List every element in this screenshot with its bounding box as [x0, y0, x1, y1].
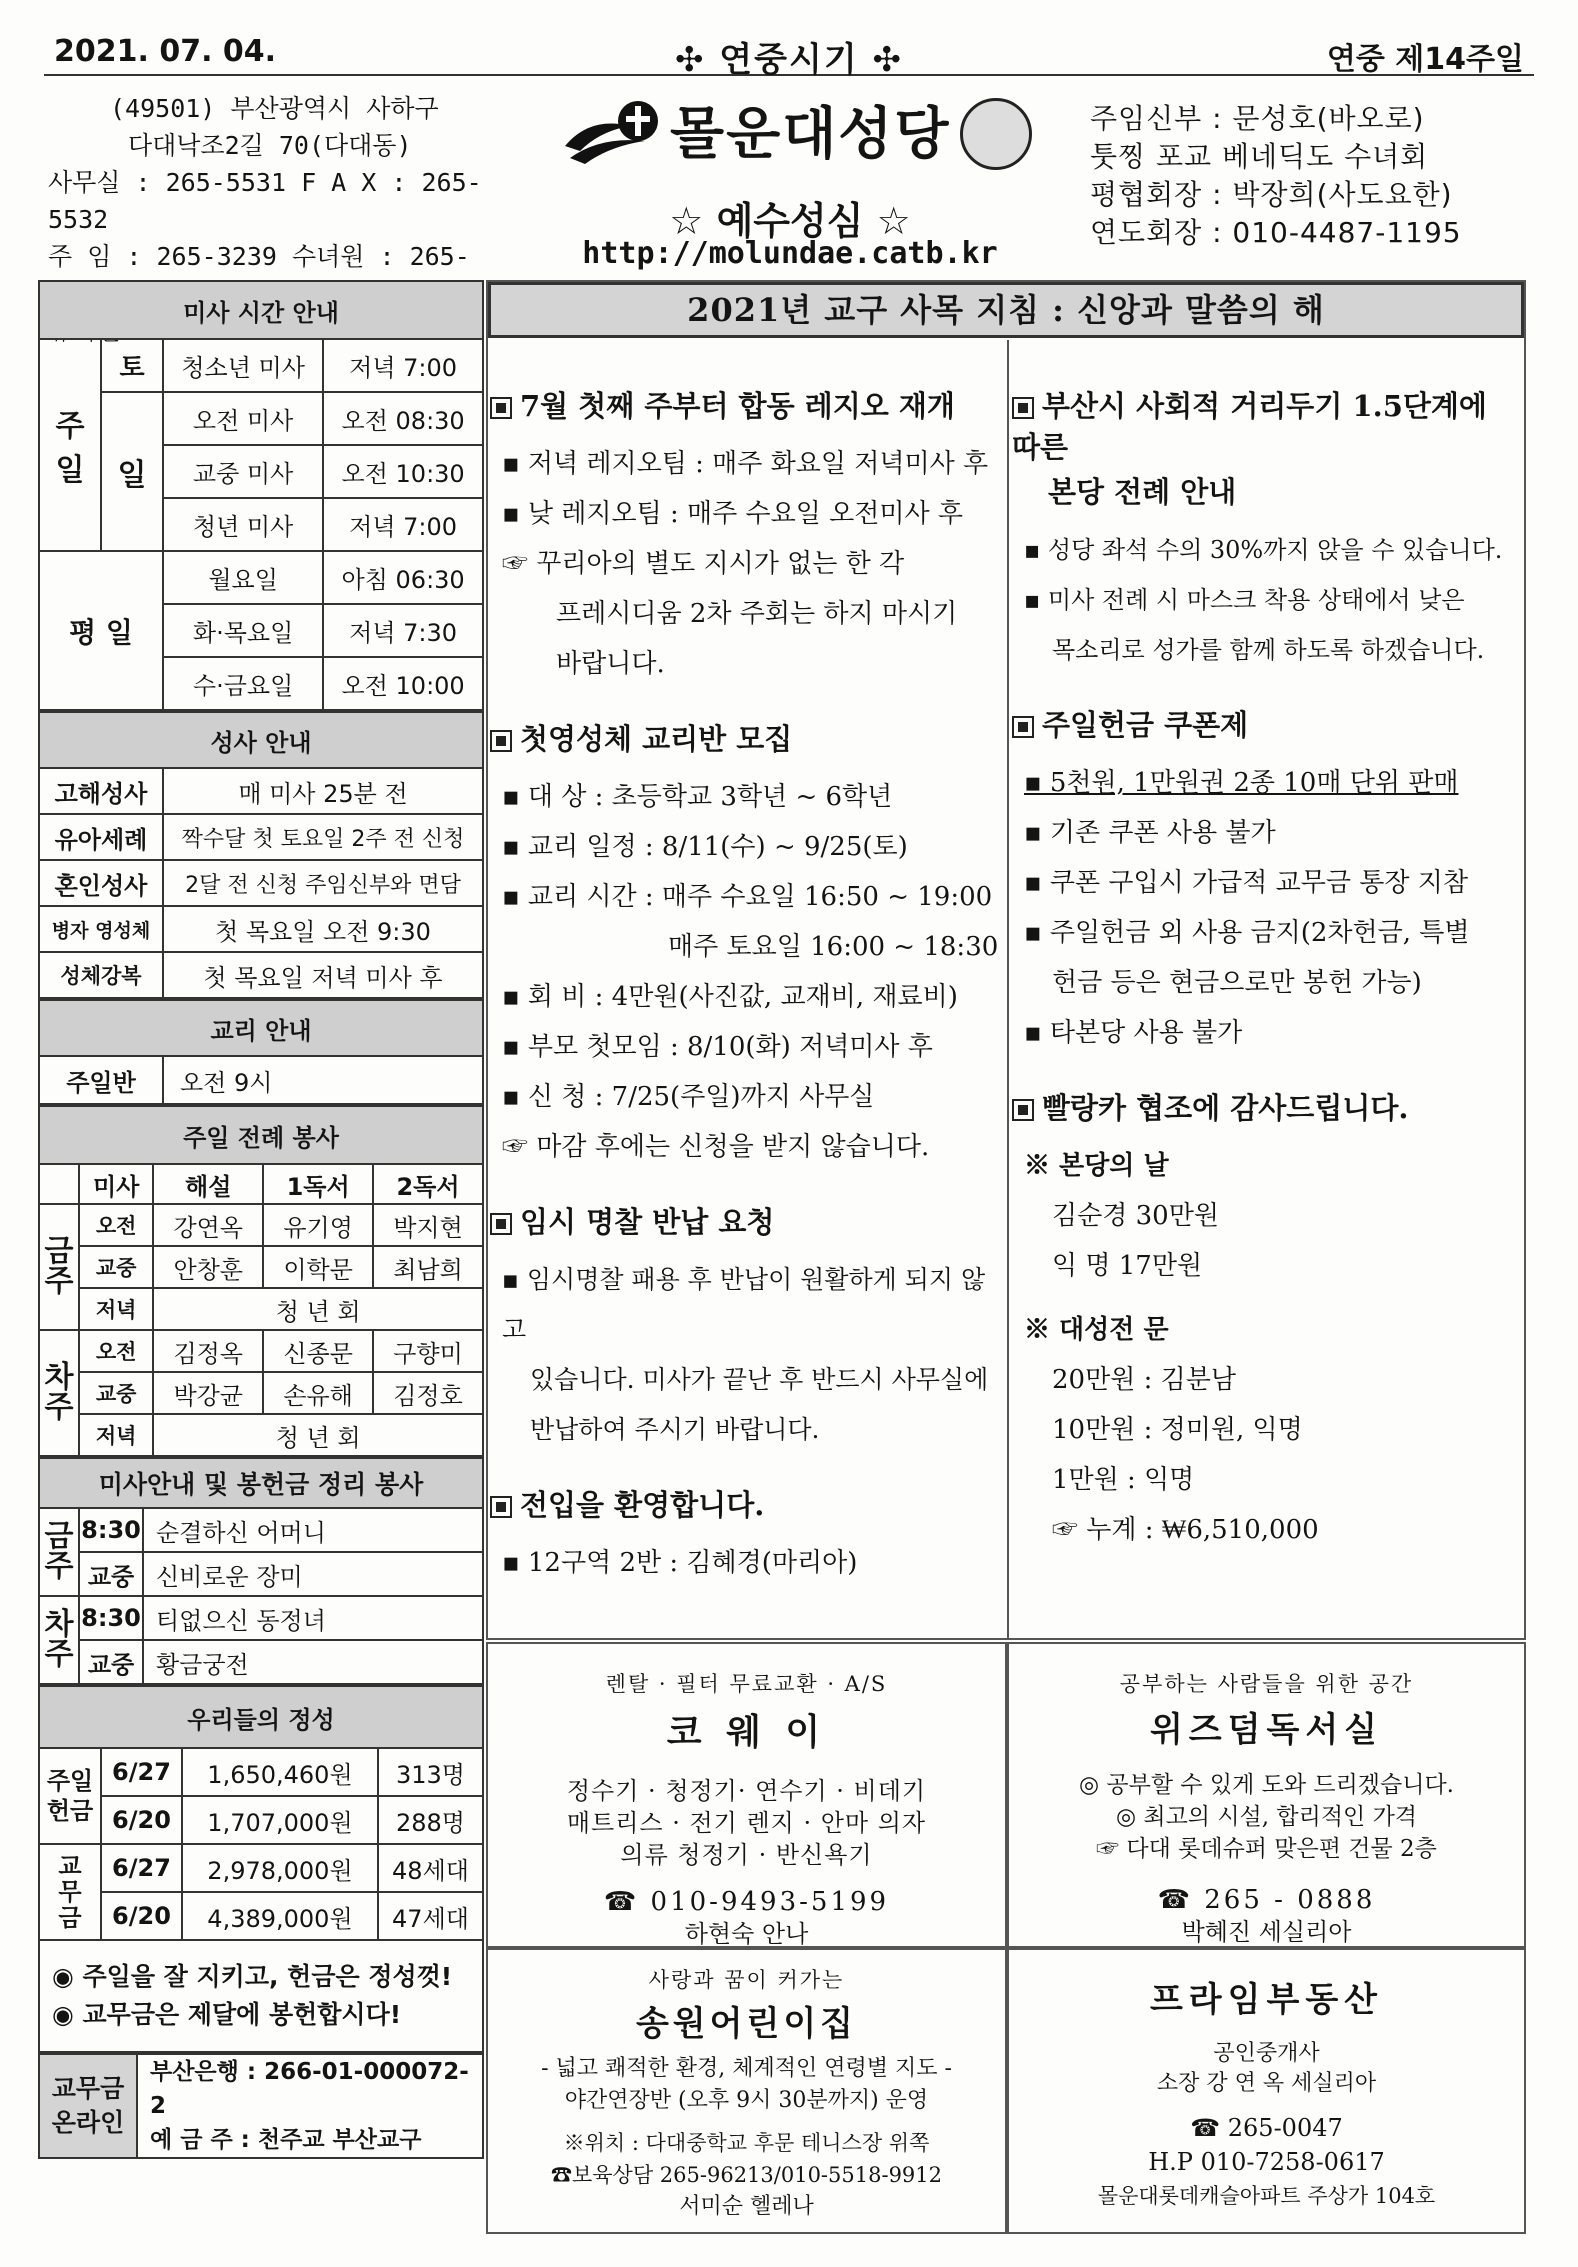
notice-item: ▪ 기존 쿠폰 사용 불가 [1024, 818, 1276, 848]
notice-item: ▪ 신 청 : 7/25(주일)까지 사무실 [502, 1082, 875, 1112]
bank-account: 부산은행 : 266-01-000072-2 [150, 2059, 469, 2119]
notice-item: 20만원 : 김분남 [1052, 1365, 1236, 1395]
weekday-label: 평 일 [39, 551, 163, 710]
notice-item: ▪ 회 비 : 4만원(사진값, 교재비, 재료비) [502, 982, 958, 1012]
column-header: 2독서 [373, 1164, 483, 1204]
notice-heading: 전입을 환영합니다. [520, 1488, 765, 1522]
first-reader: 유기영 [263, 1204, 373, 1246]
column-header: 1독서 [263, 1164, 373, 1204]
ad-name: 코 웨 이 [666, 1711, 827, 1753]
rosary-group: 순결하신 어머니 [143, 1508, 483, 1552]
next-week-label: 차 주 [39, 1330, 79, 1456]
second-reader: 박지현 [373, 1204, 483, 1246]
sunday-week: 연중 제14주일 [1326, 42, 1524, 77]
column-divider [1007, 340, 1009, 1640]
donation-amount: 4,389,000원 [182, 1892, 378, 1940]
mass-slot: 교중 [79, 1640, 143, 1684]
offering-service-table [38, 1457, 484, 1685]
sacrament-desc: 첫 목요일 저녁 미사 후 [163, 952, 483, 998]
sacrament-name: 성체강복 [39, 952, 163, 998]
pastoral-guideline-title: 2021년 교구 사목 지침 : 신앙과 말씀의 해 [488, 282, 1524, 338]
staff-info [1090, 100, 1560, 252]
ad-phone: ☎ 265-0047 [1190, 2114, 1343, 2142]
notice-item: ▪ 타본당 사용 불가 [1024, 1018, 1243, 1048]
saturday-label: 토 [101, 339, 163, 392]
sacrament-desc: 첫 목요일 오전 9:30 [163, 906, 483, 952]
column-header: 미사 [79, 1164, 153, 1204]
ad-phone: ☎ 010-9493-5199 [603, 1887, 890, 1917]
notice-item: 10만원 : 정미원, 익명 [1052, 1415, 1303, 1445]
notice-item: ▪ 주일헌금 외 사용 금지(2차헌금, 특별 [1024, 918, 1470, 948]
mass-times-title: 미사 시간 안내 [39, 281, 483, 339]
mass-slot: 교중 [79, 1552, 143, 1596]
notice-item: 매주 토요일 16:00 ~ 18:30 [668, 932, 999, 962]
mass-slot: 교중 [79, 1246, 153, 1288]
notice-item: 김순경 30만원 [1052, 1201, 1219, 1231]
sacrament-name: 병자 영성체 [39, 906, 163, 952]
ad-line: ◎ 공부할 수 있게 도와 드리겠습니다. [1079, 1772, 1454, 1798]
notice-item: ▪ 교리 일정 : 8/11(수) ~ 9/25(토) [502, 832, 908, 862]
ad-line: 소장 강 연 옥 세실리아 [1156, 2071, 1377, 2096]
ad-contact: 서미순 헬레나 [679, 2194, 814, 2219]
first-reader: 신종문 [263, 1330, 373, 1372]
mass-slot: 저녁 [79, 1414, 153, 1456]
mass-slot: 오전 [79, 1204, 153, 1246]
ad-line: 의류 청정기 · 반신욕기 [620, 1841, 873, 1869]
left-info-column [38, 280, 484, 2267]
mass-name: 월요일 [163, 551, 323, 604]
address-line-1: (49501) 부산광역시 사하구 [110, 94, 439, 123]
mass-slot: 교중 [79, 1372, 153, 1414]
ad-line: 공인중개사 [1213, 2041, 1320, 2066]
donation-notes [39, 1940, 483, 2052]
mass-time: 저녁 7:00 [323, 498, 483, 551]
ad-prime-realty [1007, 1948, 1526, 2234]
top-bar [44, 28, 1534, 80]
notice-item: ▪ 5천원, 1만원권 2종 10매 단위 판매 [1024, 768, 1459, 798]
notice-item: ▪ 12구역 2반 : 김혜경(마리아) [502, 1548, 858, 1578]
notice-palanca [1012, 1086, 1524, 1555]
notice-item: 반납하여 주시기 바랍니다. [530, 1415, 820, 1444]
donation-date: 6/27 [101, 1748, 182, 1796]
notice-subheading: 본당 전례 안내 [1048, 475, 1237, 509]
notice-item: ▪ 쿠폰 구입시 가급적 교무금 통장 지참 [1024, 868, 1468, 898]
notice-item: ▪ 미사 전례 시 마스크 착용 상태에서 낮은 [1024, 586, 1465, 614]
first-reader: 이학문 [263, 1246, 373, 1288]
donation-note: ◉ 교무금은 제달에 봉헌합시다! [52, 2000, 402, 2029]
sacrament-table [38, 711, 484, 999]
notice-heading: 빨랑카 협조에 감사드립니다. [1042, 1091, 1409, 1125]
donation-count: 313명 [378, 1748, 483, 1796]
ad-name: 송원어린이집 [635, 2004, 858, 2044]
notices-right-column [1012, 384, 1524, 1555]
notice-item: ▪ 부모 첫모임 : 8/10(화) 저녁미사 후 [502, 1032, 933, 1062]
donation-amount: 2,978,000원 [182, 1844, 378, 1892]
ad-line: 야간연장반 (오후 9시 30분까지) 운영 [564, 2088, 929, 2113]
column-header: 해설 [153, 1164, 263, 1204]
church-building-icon [960, 98, 1032, 170]
mass-time: 오전 10:30 [323, 445, 483, 498]
staff-line: 평협회장 : 박장희(사도요한) [1090, 178, 1453, 211]
ad-subtitle: 사랑과 꿈이 커가는 [648, 1968, 845, 1992]
doctrine-class: 주일반 [39, 1056, 163, 1104]
notices-left-column [490, 384, 1002, 1588]
notice-item: ▪ 성당 좌석 수의 30%까지 앉을 수 있습니다. [1024, 536, 1503, 564]
this-week-label: 금 주 [39, 1204, 79, 1330]
ad-wisdom-library [1007, 1642, 1526, 1948]
notice-name-tag [490, 1200, 1002, 1455]
phone-line-1: 사무실 : 265-5531 F A X : 265-5532 [48, 168, 482, 234]
donation-date: 6/20 [101, 1892, 182, 1940]
notice-heading: 7월 첫째 주부터 합동 레지오 재개 [520, 389, 955, 423]
mass-slot: 저녁 [79, 1288, 153, 1330]
next-week-label: 차 주 [39, 1596, 79, 1684]
notice-heading: 부산시 사회적 거리두기 1.5단계에 따른 [1012, 389, 1487, 464]
notice-item: 목소리로 성가를 함께 하도록 하겠습니다. [1052, 636, 1485, 664]
staff-line: 연도회장 : 010-4487-1195 [1090, 216, 1462, 249]
ad-line: ◎ 최고의 시설, 합리적인 가격 [1115, 1804, 1418, 1830]
notice-item: 프레시디움 2차 주회는 하지 마시기 [556, 599, 958, 629]
offering-service-title: 미사안내 및 봉헌금 정리 봉사 [39, 1458, 483, 1508]
mass-name: 교중 미사 [163, 445, 323, 498]
sunday-offering-label: 주일 헌금 [39, 1748, 101, 1844]
notice-heading: 임시 명찰 반납 요청 [520, 1205, 775, 1239]
notice-item: ※ 대성전 문 [1024, 1315, 1169, 1345]
mass-slot: 8:30 [79, 1596, 143, 1640]
mass-name: 청년 미사 [163, 498, 323, 551]
issue-date: 2021. 07. 04. [54, 34, 277, 69]
notice-item: 1만원 : 익명 [1052, 1465, 1195, 1495]
mass-slot: 오전 [79, 1330, 153, 1372]
sunday-day-label: 일 [101, 392, 163, 551]
youth-group: 청 년 회 [153, 1288, 483, 1330]
donation-amount: 1,650,460원 [182, 1748, 378, 1796]
square-bullet-icon [490, 397, 512, 419]
online-payment-table [38, 2053, 484, 2159]
mass-time: 저녁 7:30 [323, 604, 483, 657]
notice-item: ※ 본당의 날 [1024, 1151, 1169, 1181]
ad-coway [486, 1642, 1007, 1948]
notice-item: ▪ 저녁 레지오팀 : 매주 화요일 저녁미사 후 [502, 449, 989, 479]
mass-name: 수·금요일 [163, 657, 323, 710]
ad-contact: 하현숙 안나 [684, 1920, 809, 1948]
ad-line: ※위치 : 다대중학교 후문 테니스장 위쪽 [563, 2131, 930, 2155]
second-reader: 최남희 [373, 1246, 483, 1288]
mass-name: 오전 미사 [163, 392, 323, 445]
ad-subtitle: 공부하는 사람들을 위한 공간 [1119, 1672, 1414, 1696]
square-bullet-icon [1012, 716, 1034, 738]
ad-contact: 박혜진 세실리아 [1181, 1918, 1352, 1946]
ad-address: 몰운대롯데캐슬아파트 주상가 104호 [1097, 2184, 1436, 2208]
ad-line: 정수기 · 청정기· 연수기 · 비데기 [566, 1777, 927, 1805]
donation-count: 288명 [378, 1796, 483, 1844]
donation-count: 47세대 [378, 1892, 483, 1940]
donation-date: 6/20 [101, 1796, 182, 1844]
ad-name: 프라임부동산 [1149, 1980, 1384, 2020]
mass-times-table [38, 280, 484, 711]
rosary-group: 황금궁전 [143, 1640, 483, 1684]
staff-line: 주임신부 : 문성호(바오로) [1090, 102, 1425, 135]
this-week-label: 금 주 [39, 1508, 79, 1596]
parish-motto: ☆ 예수성심 ☆ [669, 199, 911, 243]
ad-phone: ☎ 265 - 0888 [1157, 1885, 1376, 1915]
phone-line-2: 주 임 : 265-3239 수녀원 : 265- [48, 242, 470, 271]
liturgy-service-table [38, 1105, 484, 1457]
square-bullet-icon [490, 1213, 512, 1235]
sacrament-desc: 짝수달 첫 토요일 2주 전 신청 [163, 814, 483, 860]
notice-item: ▪ 낮 레지오팀 : 매주 수요일 오전미사 후 [502, 499, 963, 529]
mass-time: 오전 08:30 [323, 392, 483, 445]
parish-emblem-icon [560, 96, 670, 176]
notice-item: ☞ 마감 후에는 신청을 받지 않습니다. [502, 1132, 930, 1162]
sacrament-title: 성사 안내 [39, 712, 483, 768]
youth-group: 청 년 회 [153, 1414, 483, 1456]
ad-songwon-daycare [486, 1948, 1007, 2234]
rosary-group: 신비로운 장미 [143, 1552, 483, 1596]
account-holder: 예 금 주 : 천주교 부산교구 [150, 2127, 422, 2153]
mass-slot: 8:30 [79, 1508, 143, 1552]
donation-title: 우리들의 정성 [39, 1686, 483, 1748]
doctrine-time: 오전 9시 [163, 1056, 483, 1104]
square-bullet-icon [490, 730, 512, 752]
notice-legio [490, 384, 1002, 689]
mass-name: 청소년 미사 [163, 339, 323, 392]
notice-item: ▪ 교리 시간 : 매주 수요일 16:50 ~ 19:00 [502, 882, 993, 912]
liturgy-service-title: 주일 전례 봉사 [39, 1106, 483, 1164]
mass-name: 화·목요일 [163, 604, 323, 657]
notice-item: ▪ 대 상 : 초등학교 3학년 ~ 6학년 [502, 782, 893, 812]
sacrament-desc: 2달 전 신청 주임신부와 면담 [163, 860, 483, 906]
online-label: 교무금 온라인 [39, 2054, 137, 2158]
first-reader: 손유해 [263, 1372, 373, 1414]
donation-amount: 1,707,000원 [182, 1796, 378, 1844]
notice-item: 바랍니다. [556, 649, 665, 679]
sunday-label: 주 일 [39, 339, 101, 551]
ad-line: ☞ 다대 롯데슈퍼 맞은편 건물 2층 [1096, 1836, 1437, 1862]
sacrament-name: 고해성사 [39, 768, 163, 814]
liturgical-season: ✣ 연중시기 ✣ [674, 40, 904, 80]
notice-item: ▪ 임시명찰 패용 후 반납이 원활하게 되지 않고 [502, 1265, 986, 1344]
ad-mobile: H.P 010-7258-0617 [1148, 2148, 1385, 2176]
commentator: 안창훈 [153, 1246, 263, 1288]
ad-phone: ☎보육상담 265-96213/010-5518-9912 [550, 2163, 943, 2187]
staff-line: 툿찡 포교 베네딕도 수녀회 [1090, 140, 1429, 173]
doctrine-table [38, 999, 484, 1105]
commentator: 김정옥 [153, 1330, 263, 1372]
donation-table [38, 1685, 484, 2053]
address-line-2: 다대낙조2길 70(다대동) [128, 131, 412, 160]
square-bullet-icon [1012, 397, 1034, 419]
notice-item: ☞ 꾸리아의 별도 지시가 없는 한 각 [502, 549, 905, 579]
notice-heading: 첫영성체 교리반 모집 [520, 722, 793, 756]
sacrament-name: 유아세례 [39, 814, 163, 860]
commentator: 박강균 [153, 1372, 263, 1414]
parish-logo [560, 90, 1020, 270]
notice-item: 있습니다. 미사가 끝난 후 반드시 사무실에 [530, 1365, 989, 1394]
rosary-group: 티없으신 동정녀 [143, 1596, 483, 1640]
notice-first-communion [490, 717, 1002, 1172]
notice-item: ☞ 누계 : ₩6,510,000 [1052, 1515, 1319, 1545]
ad-line: 매트리스 · 전기 렌지 · 안마 의자 [566, 1809, 927, 1837]
sacrament-name: 혼인성사 [39, 860, 163, 906]
commentator: 강연옥 [153, 1204, 263, 1246]
doctrine-title: 교리 안내 [39, 1000, 483, 1056]
square-bullet-icon [490, 1496, 512, 1518]
mass-time: 저녁 7:00 [323, 339, 483, 392]
notice-welcome [490, 1483, 1002, 1588]
mass-time: 아침 06:30 [323, 551, 483, 604]
ad-name: 위즈덤독서실 [1149, 1710, 1384, 1750]
square-bullet-icon [1012, 1099, 1034, 1121]
second-reader: 구향미 [373, 1330, 483, 1372]
donation-date: 6/27 [101, 1844, 182, 1892]
notice-heading: 주일헌금 쿠폰제 [1042, 708, 1249, 742]
notice-item: 헌금 등은 현금으로만 봉헌 가능) [1052, 968, 1422, 998]
sacrament-desc: 매 미사 25분 전 [163, 768, 483, 814]
mass-time: 오전 10:00 [323, 657, 483, 710]
ad-line: - 넓고 쾌적한 환경, 체계적인 연령별 지도 - [541, 2056, 952, 2081]
second-reader: 김정호 [373, 1372, 483, 1414]
parish-url[interactable]: http://molundae.catb.kr [582, 236, 998, 271]
notice-coupon [1012, 703, 1524, 1058]
notice-distancing [1012, 384, 1524, 675]
ad-subtitle: 렌탈 · 필터 무료교환 · A/S [605, 1672, 888, 1696]
parish-due-label: 교 무 금 [39, 1844, 101, 1940]
donation-count: 48세대 [378, 1844, 483, 1892]
parish-name: 몰운대성당 [670, 101, 951, 167]
notice-item: 익 명 17만원 [1052, 1251, 1203, 1281]
donation-note: ◉ 주일을 잘 지키고, 헌금은 정성껏! [52, 1962, 453, 1991]
